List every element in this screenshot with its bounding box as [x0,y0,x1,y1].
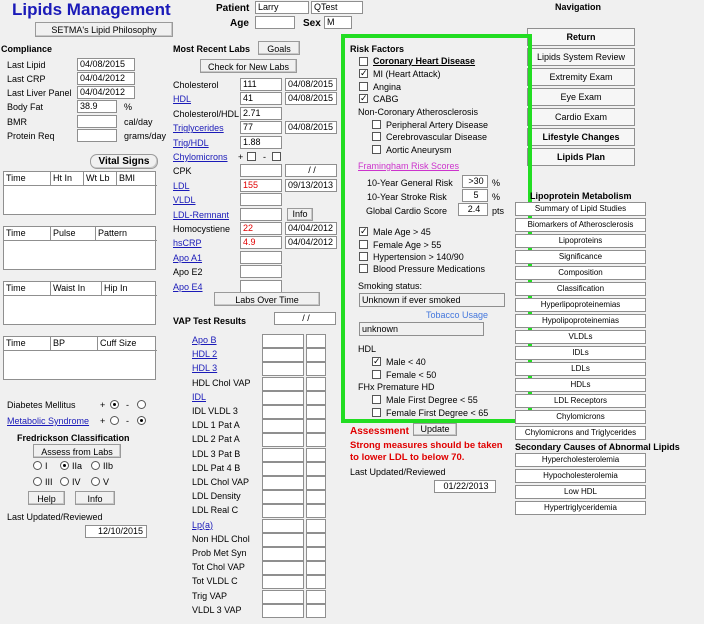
lab-label[interactable]: Chylomicrons [173,152,228,162]
mi-label: MI (Heart Attack) [373,69,441,79]
compliance-label: Last CRP [7,74,46,84]
vap-value[interactable] [262,448,304,462]
fredrickson-iib-radio[interactable] [91,461,100,470]
labs-title: Most Recent Labs [173,44,251,54]
bp-meds-label: Blood Pressure Medications [373,264,486,274]
lab-label[interactable]: hsCRP [173,238,202,249]
vap-title: VAP Test Results [173,316,247,326]
vitals-grid-height-weight[interactable] [3,171,156,215]
lipo-item-button[interactable]: Biomarkers of Atherosclerosis [515,218,646,232]
vitals-grid-waist-hip[interactable] [3,281,156,325]
lab-date[interactable]: / / [285,164,337,177]
chylomicrons-plus: + [238,152,244,162]
lab-label[interactable]: LDL [173,180,190,191]
non-coronary-label: Non-Coronary Atherosclerosis [358,107,479,117]
lab-value[interactable] [240,280,282,293]
ldl-remnant-info-button[interactable]: Info [287,208,313,221]
lab-date[interactable]: 04/04/2012 [285,222,337,235]
vap-label[interactable]: IDL [192,391,207,402]
lipo-item-button[interactable]: Hyperlipoproteinemias [515,298,646,312]
vap-label: LDL Real C [192,505,239,516]
vap-value[interactable] [262,604,304,618]
diabetes-label: Diabetes Mellitus [7,400,76,410]
lab-value[interactable] [240,164,282,177]
lab-label[interactable]: Apo E4 [173,281,203,292]
grid-header: Pulse [51,227,97,241]
fredrickson-help-button[interactable]: Help [28,491,65,505]
lab-label[interactable]: Apo A1 [173,252,203,263]
vap-value[interactable] [262,490,304,504]
lipo-item-button[interactable]: Significance [515,250,646,264]
fredrickson-iia-radio[interactable] [60,461,69,470]
general-risk-unit: % [492,178,501,188]
lipo-item-button[interactable]: Summary of Lipid Studies [515,202,646,216]
fredrickson-i-radio[interactable] [33,461,42,470]
global-score-unit: pts [492,206,505,216]
lipo-item-button[interactable]: LDLs [515,362,646,376]
lab-value[interactable]: 111 [240,78,282,91]
global-score-label: Global Cardio Score [366,206,448,216]
lipo-item-button[interactable]: Classification [515,282,646,296]
vap-flag[interactable] [306,462,326,476]
lab-label: Homocystiene [173,224,231,234]
lipo-item-button[interactable]: Composition [515,266,646,280]
nav-cardio-exam[interactable]: Cardio Exam [527,108,635,126]
stroke-risk-label: 10-Year Stroke Risk [367,192,447,202]
bmr-unit: cal/day [124,117,153,127]
patient-first-name[interactable]: Larry [255,1,309,14]
vap-label: LDL 1 Pat A [192,420,240,431]
nav-return-button[interactable]: Return [527,28,635,46]
vap-label[interactable]: HDL 3 [192,363,218,374]
assessment-updated-label: Last Updated/Reviewed [350,467,446,477]
vap-label: Non HDL Chol [192,533,250,544]
vap-flag[interactable] [306,604,326,618]
lab-date[interactable]: 04/08/2015 [285,121,337,134]
stroke-risk-field[interactable]: 5 [462,189,488,202]
vap-flag[interactable] [306,561,326,575]
vap-label: LDL Density [192,491,241,502]
metabolic-syndrome-link[interactable]: Metabolic Syndrome [7,416,90,426]
tobacco-usage-field[interactable]: unknown [359,322,484,336]
diabetes-minus-radio[interactable] [137,400,146,409]
vap-value[interactable] [262,561,304,575]
last-crp-field[interactable]: 04/04/2012 [77,72,135,85]
vap-value[interactable] [262,405,304,419]
cabg-label: CABG [373,94,399,104]
nav-lifestyle-changes[interactable]: Lifestyle Changes [527,128,635,146]
secondary-item-button[interactable]: Hypercholesterolemia [515,453,646,467]
assessment-updated-date[interactable]: 01/22/2013 [434,480,496,493]
metabolic-minus-label: - [126,416,129,426]
female-first-degree-label: Female First Degree < 65 [386,408,489,418]
app-title: Lipids Management [12,0,171,19]
male-first-degree-label: Male First Degree < 55 [386,395,478,405]
vap-flag[interactable] [306,334,326,348]
lab-date[interactable]: 04/04/2012 [285,236,337,249]
vitals-grid-pulse[interactable] [3,226,156,270]
male-age-checkbox[interactable]: ✓ [360,226,368,236]
sex-field[interactable]: M [324,16,352,29]
vap-date-field[interactable]: / / [274,312,336,325]
female-age-checkbox[interactable] [359,240,368,249]
grid-header: Pattern [96,227,157,241]
protein-req-unit: grams/day [124,131,167,141]
vitals-grid-bp[interactable] [3,336,156,380]
fredrickson-iv-radio[interactable] [60,477,69,486]
nav-extremity-exam[interactable]: Extremity Exam [527,68,635,86]
vap-flag[interactable] [306,405,326,419]
lipo-item-button[interactable]: HDLs [515,378,646,392]
vap-flag[interactable] [306,377,326,391]
lab-date[interactable]: 09/13/2013 [285,179,337,192]
grid-header: Waist In [51,282,103,296]
lab-value[interactable]: 22 [240,222,282,235]
lipo-item-button[interactable]: LDL Receptors [515,394,646,408]
metabolic-minus-radio[interactable] [137,416,146,425]
secondary-item-button[interactable]: Hypocholesterolemia [515,469,646,483]
vap-value[interactable] [262,547,304,561]
compliance-label: BMR [7,117,27,127]
aorta-label: Aortic Aneurysm [386,145,452,155]
angina-label: Angina [373,82,402,92]
fredrickson-info-button[interactable]: Info [75,491,115,505]
lab-value[interactable]: 41 [240,92,282,105]
hdl-risk-label: HDL [358,344,377,354]
grid-header: Wt Lb [84,172,118,186]
vap-flag[interactable] [306,476,326,490]
vap-label: IDL VLDL 3 [192,406,238,416]
lab-label[interactable]: HDL [173,94,192,105]
vap-flag[interactable] [306,448,326,462]
lipo-item-button[interactable]: Chylomicrons and Triglycerides [515,426,646,440]
vap-value[interactable] [262,504,304,518]
lab-date[interactable]: 04/08/2015 [285,92,337,105]
lab-value[interactable] [240,193,282,206]
cabg-checkbox[interactable]: ✓ [360,93,368,103]
grid-header: Ht In [51,172,85,186]
vap-flag[interactable] [306,490,326,504]
diabetes-minus-label: - [126,400,129,410]
male-40-checkbox[interactable]: ✓ [373,356,381,366]
lab-value[interactable] [240,208,282,221]
lipo-item-button[interactable]: VLDLs [515,330,646,344]
vap-flag[interactable] [306,348,326,362]
fredrickson-iia-label: IIa [72,461,83,471]
fredrickson-iii-label: III [45,477,53,487]
sex-label: Sex [303,18,321,29]
smoking-label: Smoking status: [358,281,423,291]
lipo-title: Lipoprotein Metabolism [530,191,632,201]
diabetes-plus-radio[interactable] [110,400,119,409]
nav-eye-exam[interactable]: Eye Exam [527,88,635,106]
metabolic-plus-label: + [100,416,106,426]
vap-value[interactable] [262,377,304,391]
vital-signs-button[interactable]: Vital Signs [90,154,158,169]
left-updated-date[interactable]: 12/10/2015 [85,525,147,538]
vap-label: LDL 2 Pat A [192,434,240,445]
vap-flag[interactable] [306,547,326,561]
patient-last-name[interactable]: QTest [311,1,363,14]
vap-flag[interactable] [306,419,326,433]
compliance-label: Protein Req [7,131,55,141]
vap-flag[interactable] [306,391,326,405]
body-fat-field[interactable]: 38.9 [77,100,117,113]
chylomicrons-minus: - [263,152,266,162]
vap-label: HDL Chol VAP [192,377,251,388]
metabolic-plus-radio[interactable] [110,416,119,425]
nav-lipids-system-review[interactable]: Lipids System Review [527,48,635,66]
assess-from-labs-button[interactable]: Assess from Labs [33,444,121,458]
vap-flag[interactable] [306,362,326,376]
vap-value[interactable] [262,433,304,447]
compliance-label: Body Fat [7,102,44,112]
chylomicrons-minus-checkbox[interactable] [272,152,281,161]
vap-label[interactable]: Apo B [192,335,217,345]
age-label: Age [230,18,249,29]
vap-label: VLDL 3 VAP [192,604,242,615]
vap-flag[interactable] [306,504,326,518]
lab-label: Cholesterol [173,80,219,90]
grid-header: Hip In [102,282,157,296]
vap-value[interactable] [262,462,304,476]
assessment-update-button[interactable]: Update [413,423,457,436]
vap-label[interactable]: Lp(a) [192,519,214,530]
lab-value[interactable]: 1.88 [240,136,282,149]
vap-value[interactable] [262,590,304,604]
lab-value[interactable] [240,265,282,278]
stroke-risk-unit: % [492,192,501,202]
mi-checkbox[interactable]: ✓ [360,68,368,78]
grid-header: BMI [117,172,157,186]
grid-header: Time [4,227,52,241]
grid-header: Time [4,172,52,186]
assessment-label: Assessment [350,426,409,437]
vap-value[interactable] [262,348,304,362]
vap-label: LDL Pat 4 B [192,462,241,473]
framingham-link[interactable]: Framingham Risk Scores [358,161,460,171]
grid-header: Time [4,337,52,351]
cvd-label: Cerebrovascular Disease [386,132,488,142]
lab-value[interactable]: 77 [240,121,282,134]
general-risk-label: 10-Year General Risk [367,178,453,188]
body-fat-unit: % [124,102,133,112]
vap-flag[interactable] [306,533,326,547]
bmr-field[interactable] [77,115,117,128]
vap-value[interactable] [262,391,304,405]
lab-label[interactable]: Trig/HDL [173,137,209,148]
risk-highlight-box [341,34,532,423]
angina-checkbox[interactable] [359,82,368,91]
vap-flag[interactable] [306,575,326,589]
fredrickson-v-label: V [103,477,110,487]
vap-flag[interactable] [306,590,326,604]
vap-label: Tot Chol VAP [192,562,245,573]
secondary-item-button[interactable]: Hypertriglyceridemia [515,501,646,515]
fredrickson-i-label: I [45,461,48,471]
vap-value[interactable] [262,533,304,547]
cvd-checkbox[interactable] [372,132,381,141]
lab-label: Cholesterol/HDL [173,108,240,119]
lipo-item-button[interactable]: Chylomicrons [515,410,646,424]
vap-label: Trig VAP [192,590,228,601]
lab-label: CPK [173,166,192,177]
lipo-item-button[interactable]: Hypolipoproteinemias [515,314,646,328]
protein-req-field[interactable] [77,129,117,142]
compliance-label: Last Liver Panel [7,88,72,98]
vap-flag[interactable] [306,433,326,447]
lab-value[interactable]: 2.71 [240,107,282,120]
goals-button[interactable]: Goals [258,41,300,55]
chylomicrons-plus-checkbox[interactable] [247,152,256,161]
fredrickson-title: Fredrickson Classification [17,433,130,443]
lipid-philosophy-button[interactable]: SETMA's Lipid Philosophy [35,22,173,37]
fhx-label: FHx Premature HD [358,382,435,392]
vap-label: Prob Met Syn [192,548,247,558]
female-first-degree-checkbox[interactable] [372,408,381,417]
last-liver-panel-field[interactable]: 04/04/2012 [77,86,135,99]
grid-header: Time [4,282,52,296]
smoking-status-field[interactable]: Unknown if ever smoked [359,293,505,307]
vap-label: LDL 3 Pat B [192,448,241,459]
secondary-title: Secondary Causes of Abnormal Lipids [515,442,680,452]
general-risk-field[interactable]: >30 [462,175,488,188]
lab-label[interactable]: VLDL [173,195,196,206]
pad-label: Peripheral Artery Disease [386,120,489,130]
male-age-label: Male Age > 45 [373,227,431,237]
fredrickson-iib-label: IIb [103,461,114,471]
bp-meds-checkbox[interactable] [359,264,368,273]
nav-lipids-plan[interactable]: Lipids Plan [527,148,635,166]
vap-value[interactable] [262,362,304,376]
tobacco-usage-label: Tobacco Usage [426,310,489,320]
lab-value[interactable] [240,251,282,264]
lab-value[interactable]: 155 [240,179,282,192]
lab-value[interactable]: 4.9 [240,236,282,249]
lab-date[interactable]: 04/08/2015 [285,78,337,91]
navigation-label: Navigation [555,2,602,12]
lab-label: Apo E2 [173,267,203,278]
male-40-label: Male < 40 [386,357,426,367]
compliance-label: Last Lipid [7,60,46,70]
chd-label: Coronary Heart Disease [373,56,476,66]
chd-checkbox[interactable] [359,57,368,66]
left-updated-label: Last Updated/Reviewed [7,512,103,522]
vap-label: Tot VLDL C [192,576,238,587]
grid-header: BP [51,337,99,351]
vap-value[interactable] [262,334,304,348]
check-new-labs-button[interactable]: Check for New Labs [200,59,297,73]
age-field[interactable] [255,16,295,29]
htn-label: Hypertension > 140/90 [373,252,464,262]
fredrickson-iii-radio[interactable] [33,477,42,486]
compliance-title: Compliance [1,44,53,54]
fredrickson-v-radio[interactable] [91,477,100,486]
fredrickson-iv-label: IV [72,477,81,487]
aorta-checkbox[interactable] [372,145,381,154]
female-50-checkbox[interactable] [372,370,381,379]
male-first-degree-checkbox[interactable] [372,395,381,404]
lab-label[interactable]: LDL-Remnant [173,209,230,220]
secondary-item-button[interactable]: Low HDL [515,485,646,499]
diabetes-plus-label: + [100,400,106,410]
risk-title: Risk Factors [350,44,405,54]
assessment-message: Strong measures should be taken to lower LDL to below 70. [350,440,503,463]
vap-label: LDL Chol VAP [192,477,250,487]
female-50-label: Female < 50 [386,370,437,380]
vap-flag[interactable] [306,519,326,533]
last-lipid-field[interactable]: 04/08/2015 [77,58,135,71]
vap-value[interactable] [262,419,304,433]
grid-header: Cuff Size [98,337,157,351]
patient-label: Patient [216,3,250,14]
female-age-label: Female Age > 55 [373,240,442,250]
vap-value[interactable] [262,519,304,533]
pad-checkbox[interactable] [372,120,381,129]
labs-over-time-button[interactable]: Labs Over Time [214,292,320,306]
lipo-item-button[interactable]: IDLs [515,346,646,360]
vap-value[interactable] [262,575,304,589]
lipo-item-button[interactable]: Lipoproteins [515,234,646,248]
htn-checkbox[interactable] [359,252,368,261]
lab-label[interactable]: Triglycerides [173,123,224,134]
vap-value[interactable] [262,476,304,490]
global-score-field[interactable]: 2.4 [458,203,488,216]
vap-label[interactable]: HDL 2 [192,349,218,360]
